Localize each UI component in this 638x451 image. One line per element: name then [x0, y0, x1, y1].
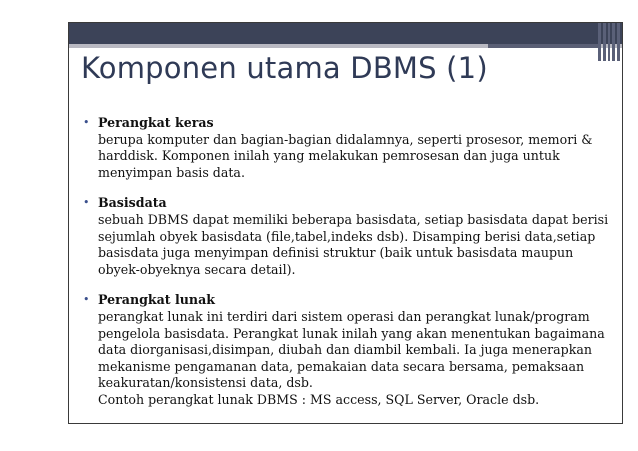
header-accent-dark [488, 44, 598, 48]
item-title: Perangkat keras [98, 115, 214, 130]
text-line: sejumlah obyek basisdata (file,tabel,indeks dsb). Disamping berisi data,setiap [98, 228, 596, 244]
text-line: berupa komputer dan bagian-bagian didalamnya, seperti prosesor, memori & [98, 131, 593, 147]
item-description [98, 309, 613, 409]
item-description [98, 132, 613, 182]
text-line: basisdata juga menyimpan definisi struktur (baik untuk basisdata maupun [98, 245, 574, 261]
bullet-icon: • [83, 196, 90, 210]
list-item-perangkat-lunak [83, 292, 613, 408]
item-title: Perangkat lunak [98, 292, 215, 308]
slide-title: Komponen utama DBMS (1) [81, 51, 488, 85]
slide [68, 22, 623, 424]
list-item-basisdata [83, 195, 613, 278]
text-line: menyimpan basis data. [98, 164, 245, 180]
bullet-icon: • [83, 116, 90, 129]
bullet-icon: • [83, 293, 90, 307]
text-line: harddisk. Komponen inilah yang melakukan pemrosesan dan juga untuk [98, 148, 560, 164]
text-line: sebuah DBMS dapat memiliki beberapa basisdata, setiap basisdata dapat berisi [98, 211, 609, 227]
slide-content [83, 115, 613, 409]
header-bar [69, 23, 622, 44]
list-item-perangkat-keras [83, 115, 613, 181]
item-title: Basisdata [98, 195, 167, 211]
text-line: data diorganisasi,disimpan, diubah dan diambil kembali. Ia juga menerapkan [98, 342, 592, 358]
text-line: pengelola basisdata. Perangkat lunak inilah yang akan menentukan bagaimana [98, 325, 605, 341]
text-line: Contoh perangkat lunak DBMS : MS access, SQL Server, Oracle dsb. [98, 391, 540, 407]
text-line: obyek-obyeknya secara detail). [98, 261, 296, 277]
text-line: keakuratan/konsistensi data, dsb. [98, 375, 313, 391]
item-description [98, 212, 613, 278]
text-line: perangkat lunak ini terdiri dari sistem operasi dan perangkat lunak/program [98, 308, 590, 324]
header-stripes-decoration [598, 23, 622, 61]
text-line: mekanisme pengamanan data, pemakaian data secara bersama, pemaksaan [98, 358, 585, 374]
